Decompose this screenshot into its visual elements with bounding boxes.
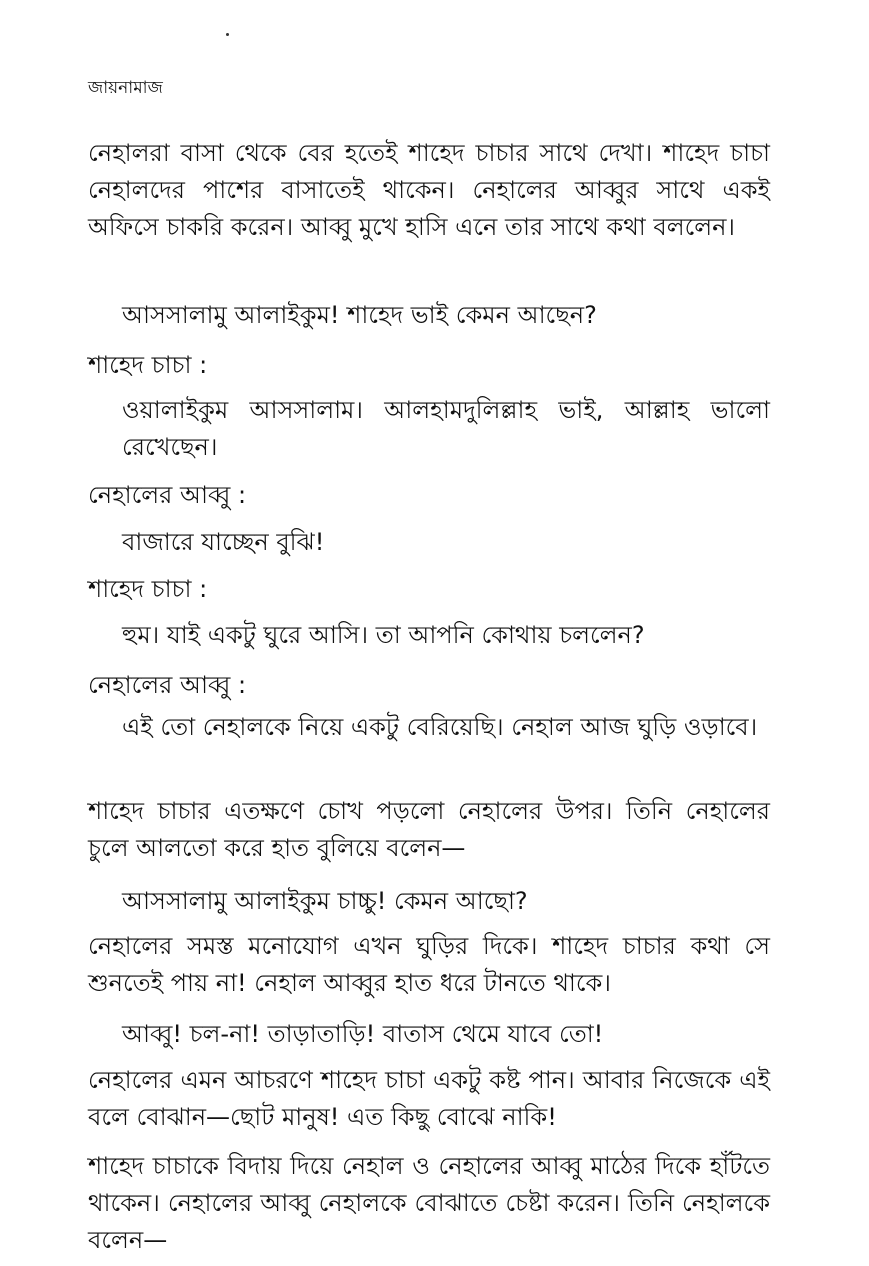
paragraph-4: নেহালের এমন আচরণে শাহেদ চাচা একটু কষ্ট পান। আবার নিজেকে এই বলে বোঝান—ছোট মানুষ! এত কিছু বোঝে নাকি! <box>88 1066 770 1131</box>
paragraph-5: শাহেদ চাচাকে বিদায় দিয়ে নেহাল ও নেহালের আব্বু মাঠের দিকে হাঁটতে থাকেন। নেহালের আব্বু নেহালকে বোঝাতে চেষ্টা করেন। তিনি নেহালকে বলেন— <box>88 1152 770 1254</box>
paragraph-2: শাহেদ চাচার এতক্ষণে চোখ পড়লো নেহালের উপর। তিনি নেহালের চুলে আলতো করে হাত বুলিয়ে বলেন— <box>88 797 770 862</box>
dialogue-line-7: আব্বু! চল-না! তাড়াতাড়ি! বাতাস থেমে যাবে তো! <box>122 1020 604 1048</box>
speaker-label-4: নেহালের আব্বু : <box>88 671 247 699</box>
dialogue-line-3: বাজারে যাচ্ছেন বুঝি! <box>122 528 325 556</box>
dialogue-line-1: আসসালামু আলাইকুম! শাহেদ ভাই কেমন আছেন? <box>122 301 597 329</box>
dialogue-line-5: এই তো নেহালকে নিয়ে একটু বেরিয়েছি। নেহাল আজ ঘুড়ি ওড়াবে। <box>122 713 758 741</box>
print-speck <box>226 33 229 36</box>
paragraph-3: নেহালের সমস্ত মনোযোগ এখন ঘুড়ির দিকে। শাহেদ চাচার কথা সে শুনতেই পায় না! নেহাল আব্বুর হাত ধরে টানতে থাকে। <box>88 932 770 997</box>
dialogue-line-2: ওয়ালাইকুম আসসালাম। আলহামদুলিল্লাহ ভাই, আল্লাহ ভালো রেখেছেন। <box>122 396 770 461</box>
speaker-label-3: শাহেদ চাচা : <box>88 575 208 603</box>
speaker-label-2: নেহালের আব্বু : <box>88 481 247 509</box>
dialogue-line-6: আসসালামু আলাইকুম চাচ্চু! কেমন আছো? <box>122 887 528 915</box>
paragraph-1: নেহালরা বাসা থেকে বের হতেই শাহেদ চাচার সাথে দেখা। শাহেদ চাচা নেহালদের পাশের বাসাতেই থাকেন। নেহালের আব্বুর সাথে একই অফিসে চাকরি করেন। আব্বু মুখে হাসি এনে তার সাথে কথা বললেন। <box>88 139 770 241</box>
running-head: জায়নামাজ <box>88 78 163 98</box>
dialogue-line-4: হুম। যাই একটু ঘুরে আসি। তা আপনি কোথায় চললেন? <box>122 621 645 649</box>
speaker-label-1: শাহেদ চাচা : <box>88 351 208 379</box>
